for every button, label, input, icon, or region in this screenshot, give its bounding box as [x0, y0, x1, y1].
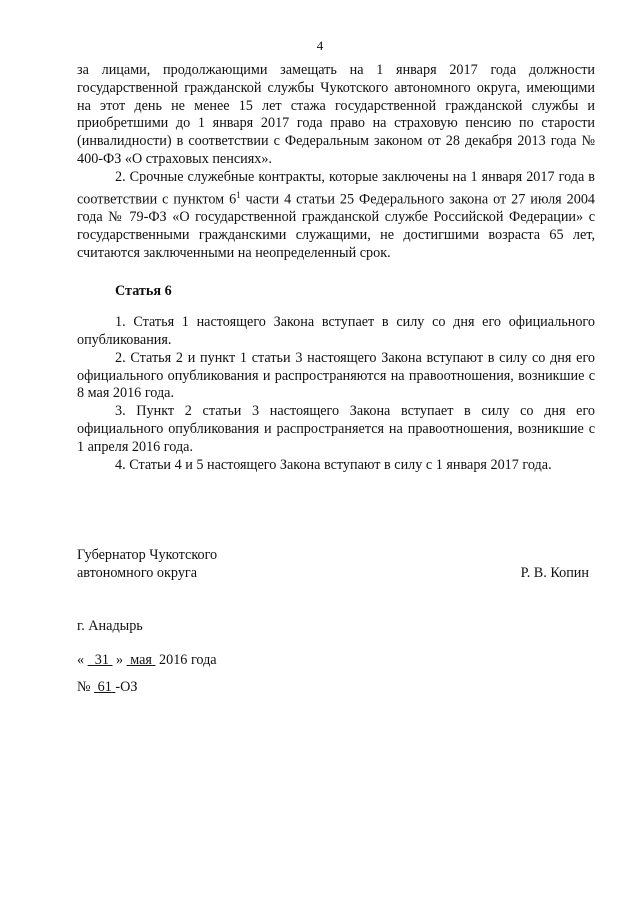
paragraph-item-2-text-b: части 4 статьи 25 Федерального закона от 27 июля 2004 года № 79-ФЗ «О государственной гражданской службе Российской Федерации» с государственными гражданскими служащими, не достигшими возраста 65 лет, считаются заключенными на неопределенный срок. [77, 191, 596, 261]
signatory-name: Р. В. Копин [520, 565, 589, 581]
document-body [77, 62, 595, 474]
law-number-suffix: -ОЗ [115, 679, 138, 695]
paragraph-continuation: за лицами, продолжающими замещать на 1 января 2017 года должности государственной гражданской службы Чукотского автономного округа, имеющими на этот день не менее 15 лет стажа государственной гражданской службы и приобретшими до 1 января 2017 года право на страховую пенсию по старости (инвалидности) в соответствии с Федеральным законом от 28 декабря 2013 года № 400-ФЗ «О страховых пенсиях». [77, 62, 595, 167]
law-number-prefix: № [77, 679, 91, 695]
signature-title-line-1: Губернатор Чукотского [77, 547, 218, 563]
date-month [127, 652, 156, 668]
article-item-4: 4. Статьи 4 и 5 настоящего Закона вступают в силу с 1 января 2017 года. [115, 456, 552, 473]
law-number-value: 61 [97, 679, 112, 695]
superscript-footnote: 1 [236, 189, 241, 200]
law-number-line [77, 679, 137, 696]
law-number [94, 679, 115, 695]
date-open-quote: « [77, 652, 85, 668]
date-year: 2016 года [159, 652, 217, 668]
signature-title-line-2: автономного округа [77, 565, 198, 581]
article-item-1: 1. Статья 1 настоящего Закона вступает в силу со дня его официального опубликования. [77, 314, 595, 349]
page-number: 4 [316, 38, 324, 53]
article-item-3: 3. Пункт 2 статьи 3 настоящего Закона вступает в силу со дня его официального опубликования и распространяется на правоотношения, возникшие с 1 апреля 2016 года. [77, 403, 595, 455]
place-of-signing: г. Анадырь [77, 618, 143, 634]
date-line [77, 652, 217, 669]
signature-row [77, 564, 595, 582]
article-item-2: 2. Статья 2 и пункт 1 статьи 3 настоящего Закона вступают в силу со дня его официального опубликования и распространяются на правоотношения, возникшие с 8 мая 2016 года. [77, 349, 595, 402]
paragraph-item-2 [77, 169, 595, 263]
date-day [88, 652, 113, 668]
date-month-value: мая [130, 652, 152, 668]
paragraph-item-2-text-a: 2. Срочные служебные контракты, которые заключены на 1 января 2017 года в соответствии с пунктом 6 [77, 168, 595, 208]
date-day-value: 31 [94, 652, 109, 668]
date-close-quote: » [116, 652, 124, 668]
signature-block [77, 546, 595, 582]
article-heading: Статья 6 [115, 282, 172, 299]
